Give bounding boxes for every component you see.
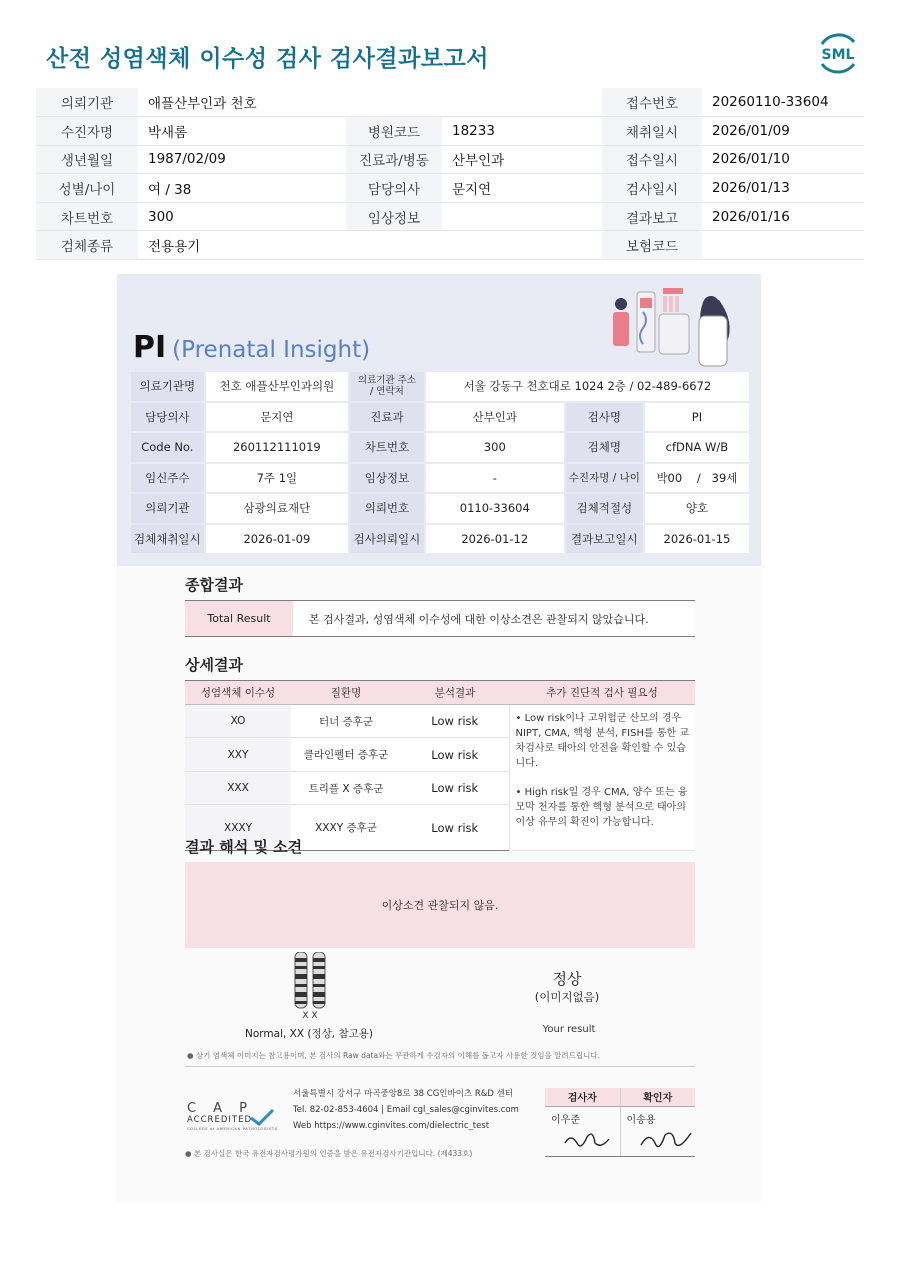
your-result-label: Your result [542, 1024, 596, 1035]
info-value: 여 / 38 [138, 174, 346, 203]
table-row [36, 202, 864, 231]
info-label: 차트번호 [36, 202, 138, 231]
info-value [442, 202, 602, 231]
info-label: 성별/나이 [36, 174, 138, 203]
info-value [442, 88, 602, 117]
info-value: 20260110-33604 [702, 88, 864, 117]
interpretation-box: 이상소견 관찰되지 않음. [185, 862, 695, 948]
pi-title: PI (Prenatal Insight) [133, 330, 371, 365]
cap-accredited-logo [185, 1086, 283, 1132]
info-value: 박새롬 [138, 117, 346, 146]
info-value: 2026/01/09 [702, 117, 864, 146]
info-label: 보험코드 [602, 231, 702, 260]
info-value: 18233 [442, 117, 602, 146]
info-label: 생년월일 [36, 145, 138, 174]
info-label: 임상정보 [346, 202, 442, 231]
confirmer-signature [639, 1129, 695, 1153]
detail-header: 성염색체 이수성 [185, 681, 291, 705]
detail-result-table [185, 680, 695, 851]
info-label: 병원코드 [346, 117, 442, 146]
info-label: 접수일시 [602, 145, 702, 174]
info-value: 2026/01/10 [702, 145, 864, 174]
info-label [346, 231, 442, 260]
chromosome-xx-icon [293, 952, 327, 1020]
divider [185, 1066, 695, 1067]
result-normal-title: 정상 [552, 970, 582, 988]
table-row: XXX 트리플 X 증후군 Low risk [185, 771, 695, 804]
detail-note: • Low risk이나 고위험군 산모의 경우 NIPT, CMA, 핵형 분석, FISH를 통한 교차검사로 태아의 안전을 확인할 수 있습니다. • High risk일 경우 CMA, 양수 또는 융모막 천자를 통한 핵형 분석으로 태아의 이상 유무의 확진이 가능합니다. [509, 705, 695, 851]
summary-title: 종합결과 [185, 576, 243, 594]
info-label: 수진자명 [36, 117, 138, 146]
info-label: 채취일시 [602, 117, 702, 146]
info-label: 진료과/병동 [346, 145, 442, 174]
detail-header: 분석결과 [401, 681, 509, 705]
info-value [442, 231, 602, 260]
info-label [346, 88, 442, 117]
detail-header: 질환명 [291, 681, 401, 705]
info-value: 2026/01/16 [702, 202, 864, 231]
signature-table: 검사자 확인자 이우준 이송용 [545, 1088, 695, 1157]
info-value: 전용용기 [138, 231, 346, 260]
detail-title: 상세결과 [185, 656, 243, 674]
table-row [36, 145, 864, 174]
pi-info-table: 의료기관명 천호 애플산부인과의원 의료기관 주소 / 연락처 서울 강동구 천호대로 1024 2층 / 02-489-6672 담당의사 문지연 진료과 산부인과 검사명 PI Code No. 260112111019 차트번호 300 검체명 cfDNA W/B 임신주수 7주 1일 임상정보 - 수진자명 / 나이 박00 / 39세 의뢰기관 삼광의료재단 의뢰번호 0110-33604 검체적절성 양호 검체채취일시 2026-01-09 검사의뢰일시 2026-01-12 결과보고일시 2026-01-15 [129, 370, 751, 555]
lab-contact-info: 서울특별시 강서구 마곡중앙8로 38 CG인바이츠 R&D 센터 Tel. 82-02-853-4604 | Email cgl_sales@cginvites.com Web https://www.cginvites.com/dielectric_test [293, 1089, 519, 1131]
svg-text:ACCREDITED: ACCREDITED [187, 1115, 251, 1125]
svg-text:X X: X X [302, 1011, 318, 1020]
karyotype-footnote: ● 상기 염색체 이미지는 참고용이며, 본 검사의 Raw data와는 무관하게 수검자의 이해를 돕고자 사용한 것임을 알려드립니다. [187, 1051, 601, 1060]
info-value: 애플산부인과 천호 [138, 88, 346, 117]
info-label: 검체종류 [36, 231, 138, 260]
table-row: XO 터너 증후군 Low risk • Low risk이나 고위험군 산모의 경우 NIPT, CMA, 핵형 분석, FISH를 통한 교차검사로 태아의 안전을 확인할 수 있습니다. • High risk일 경우 CMA, 양수 또는 융모막 천자를 통한 핵형 분석으로 태아의 이상 유무의 확진이 가능합니다. [185, 705, 695, 738]
info-label: 결과보고 [602, 202, 702, 231]
pi-report [117, 274, 761, 1202]
total-result-box [185, 600, 695, 637]
document-title: 산전 성염색체 이수성 검사 검사결과보고서 [46, 46, 489, 72]
table-row [36, 88, 864, 117]
interpretation-title: 결과 해석 및 소견 [185, 838, 303, 856]
svg-text:SML: SML [821, 47, 855, 63]
table-row: XXXY XXXY 증후군 Low risk [185, 805, 695, 851]
info-label: 검사일시 [602, 174, 702, 203]
lab-illustration-icon [607, 282, 747, 372]
total-result-text: 본 검사결과, 성염색체 이수성에 대한 이상소견은 관찰되지 않았습니다. [309, 612, 649, 626]
table-row [36, 231, 864, 260]
examiner-signature [563, 1129, 613, 1153]
total-result-label: Total Result [185, 601, 293, 636]
table-row [36, 174, 864, 203]
table-row: XXY 클라인펠터 증후군 Low risk [185, 738, 695, 771]
info-value [702, 231, 864, 260]
detail-header: 추가 진단적 검사 필요성 [509, 681, 695, 705]
svg-text:COLLEGE of AMERICAN PATHOLOGIS: COLLEGE of AMERICAN PATHOLOGISTS [187, 1127, 277, 1131]
info-value: 2026/01/13 [702, 174, 864, 203]
result-no-image: (이미지없음) [534, 990, 600, 1004]
pi-header [117, 274, 761, 566]
svg-text:CAP: CAP [187, 1101, 247, 1116]
info-value: 300 [138, 202, 346, 231]
info-value: 1987/02/09 [138, 145, 346, 174]
info-value: 산부인과 [442, 145, 602, 174]
info-label: 의뢰기관 [36, 88, 138, 117]
table-row [36, 117, 864, 146]
karyotype-caption: Normal, XX (정상, 참고용) [245, 1028, 373, 1040]
info-label: 담당의사 [346, 174, 442, 203]
certification-footnote: ● 본 검사실은 한국 유전자검사평가원의 인증을 받은 유전자검사기관입니다. (제433호) [185, 1149, 473, 1158]
info-value: 문지연 [442, 174, 602, 203]
info-label: 접수번호 [602, 88, 702, 117]
sml-logo [814, 30, 862, 76]
patient-info-table [36, 88, 864, 260]
